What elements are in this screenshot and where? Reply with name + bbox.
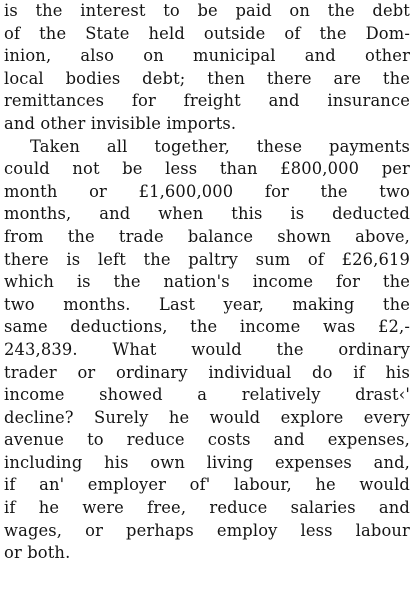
text-line: month or £1,600,000 for the two — [4, 181, 410, 201]
text-line: there is left the paltry sum of £26,619 — [4, 249, 410, 269]
text-line: two months. Last year, making the — [4, 294, 410, 314]
text-line: Taken all together, these payments — [30, 136, 410, 156]
text-line: and other invisible imports. — [4, 113, 237, 133]
paragraph-1 — [4, 0, 410, 136]
text-line: trader or ordinary individual do if his — [4, 362, 410, 382]
text-line: decline? Surely he would explore every — [4, 407, 410, 427]
text-line: inion, also on municipal and other — [4, 46, 410, 66]
text-line: income showed a relatively drast‹' — [4, 385, 410, 405]
text-line: which is the nation's income for the — [4, 272, 410, 292]
text-line: or both. — [4, 543, 71, 563]
text-line: avenue to reduce costs and expenses, — [4, 430, 410, 450]
text-line: remittances for freight and insurance — [4, 91, 410, 111]
text-line: months, and when this is deducted — [4, 204, 410, 224]
text-line: including his own living expenses and, — [4, 452, 410, 472]
text-line: from the trade balance shown above, — [4, 226, 410, 246]
text-line: is the interest to be paid on the debt — [4, 1, 410, 20]
text-line: if an' employer of' labour, he would — [4, 475, 410, 495]
paragraph-2 — [4, 136, 410, 565]
text-line: could not be less than £800,000 per — [4, 159, 410, 179]
text-line: 243,839. What would the ordinary — [4, 339, 410, 359]
text-line: of the State held outside of the Dom- — [4, 23, 410, 43]
text-line: local bodies debt; then there are the — [4, 68, 410, 88]
text-line: wages, or perhaps employ less labour — [4, 520, 410, 540]
text-line: same deductions, the income was £2,- — [4, 317, 410, 337]
article-column — [4, 0, 410, 565]
text-line: if he were free, reduce salaries and — [4, 498, 410, 518]
